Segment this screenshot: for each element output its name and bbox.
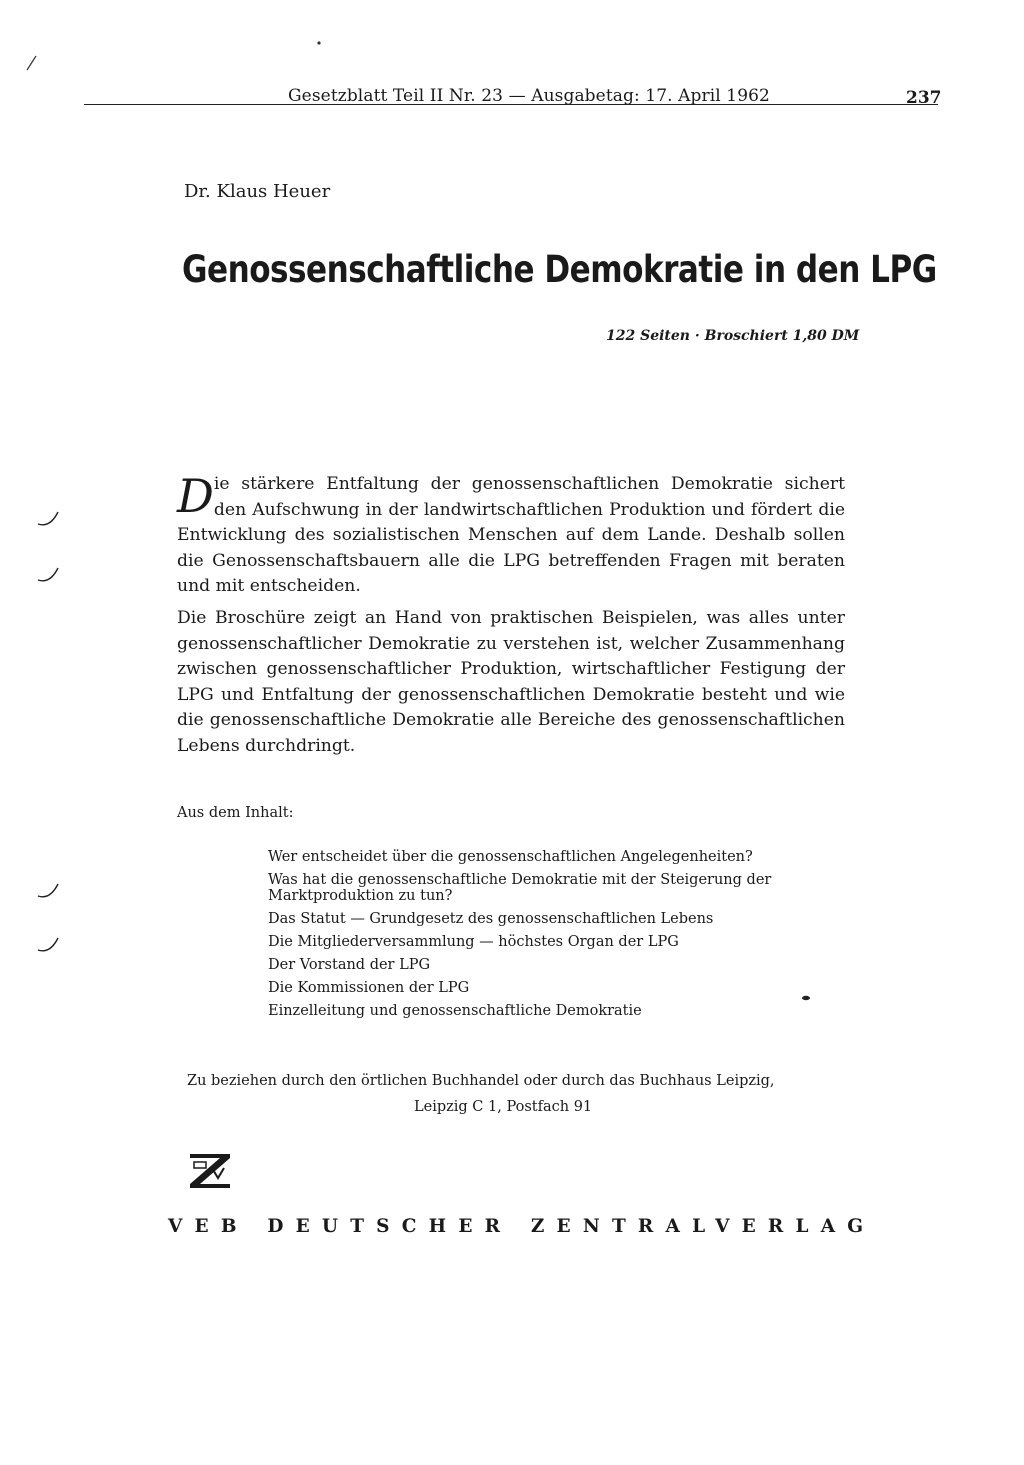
ink-dot-icon <box>800 994 812 1002</box>
contents-item: Was hat die genossenschaftliche Demokratie mit der Steigerung der Marktproduktion zu tun? <box>268 872 772 904</box>
description-paragraph-2: Die Broschüre zeigt an Hand von praktischen Beispielen, was alles unter genossenschaftlicher Demokratie zu verstehen ist, welcher Zusammenhang zwischen genossenschaftlicher Produktion, wirtschaftlicher Festigung der LPG und Entfaltung der genossenschaftlichen Demokratie besteht und wie die genossenschaftliche Demokratie alle Bereiche des genossenschaftlichen Lebens durchdringt. <box>177 607 845 756</box>
header-rule <box>84 104 938 105</box>
description-paragraph-1 <box>177 469 845 600</box>
contents-item: Einzelleitung und genossenschaftliche Demokratie <box>268 1003 642 1019</box>
contents-item: Wer entscheidet über die genossenschaftlichen Angelegenheiten? <box>268 849 753 865</box>
scan-mark-icon <box>36 880 62 900</box>
publisher-logo-icon <box>186 1148 234 1192</box>
page-number: 237 <box>906 88 942 108</box>
dropcap: D <box>177 469 212 523</box>
contents-item: Der Vorstand der LPG <box>268 957 431 973</box>
contents-item: Die Mitgliederversammlung — höchstes Organ der LPG <box>268 934 679 950</box>
contents-list <box>268 849 844 1026</box>
running-head: Gesetzblatt Teil II Nr. 23 — Ausgabetag: 17. April 1962 <box>288 86 770 106</box>
publisher-name: VEB DEUTSCHER ZENTRALVERLAG <box>168 1216 876 1237</box>
price-line: 122 Seiten · Broschiert 1,80 DM <box>606 328 860 344</box>
scan-mark-icon <box>36 934 62 954</box>
scan-mark-icon <box>24 54 38 72</box>
book-title: Genossenschaftliche Demokratie in den LPG <box>182 248 937 291</box>
contents-item: Das Statut — Grundgesetz des genossenschaftlichen Lebens <box>268 911 714 927</box>
scan-mark-icon <box>36 564 62 584</box>
postal-address: Leipzig C 1, Postfach 91 <box>414 1099 593 1115</box>
description <box>177 469 845 766</box>
author-name: Dr. Klaus Heuer <box>184 181 331 202</box>
distribution-note: Zu beziehen durch den örtlichen Buchhandel oder durch das Buchhaus Leipzig, <box>187 1073 775 1089</box>
scan-mark-icon <box>36 508 62 528</box>
contents-heading: Aus dem Inhalt: <box>177 805 294 821</box>
paragraph-1-text: ie stärkere Entfaltung der genossenschaftlichen Demokratie sichert den Aufschwung in der landwirtschaftlichen Produktion und fördert die Entwicklung des sozialistischen Menschen auf dem Lande. Deshalb sollen die Genossenschaftsbauern alle die LPG betreffenden Fragen mit beraten und mit entscheiden. <box>177 474 845 597</box>
ink-dot-icon <box>316 40 322 46</box>
contents-item: Die Kommissionen der LPG <box>268 980 470 996</box>
